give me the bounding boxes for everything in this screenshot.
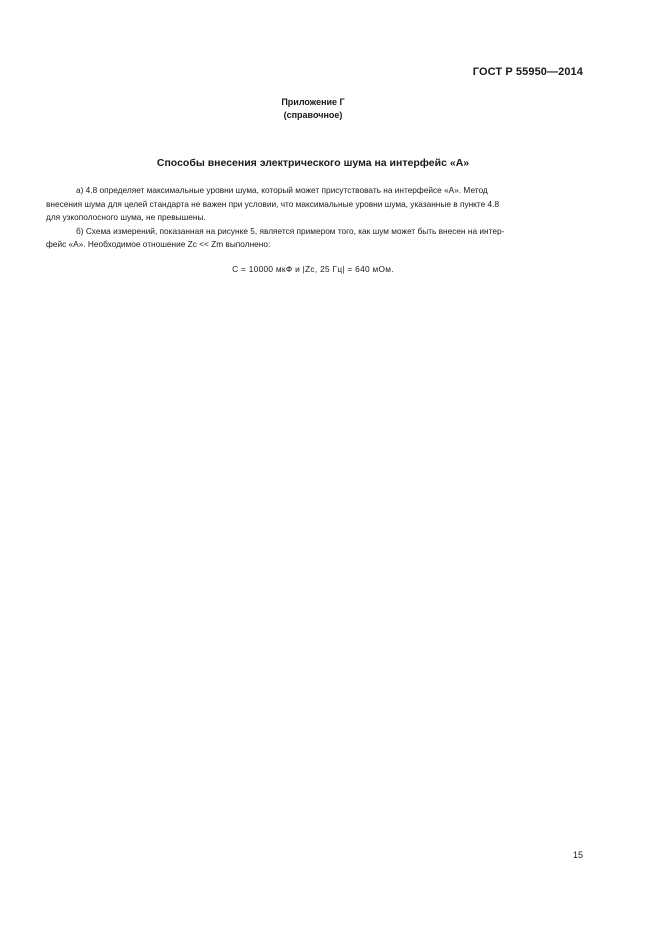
body-text [46,184,582,252]
paragraph-a-line: внесения шума для целей стандарта не важен при условии, что максимальные уровни шума, указанные в пункте 4.8 [46,198,500,209]
paragraph-b [46,225,582,252]
appendix-heading [0,96,626,122]
paragraph-a [46,184,582,225]
page-number: 15 [572,850,583,860]
appendix-label: Приложение Г [281,97,345,107]
paragraph-b-line: б) Схема измерений, показанная на рисунке 5, является примером того, как шум может быть внесен на интер- [76,225,505,236]
standard-number: ГОСТ Р 55950—2014 [472,66,583,78]
appendix-type: (справочное) [283,110,343,120]
paragraph-a-line: для узкополосного шума, не превышены. [46,212,206,222]
paragraph-b-line: фейс «A». Необходимое отношение Zc << Zm выполнено: [46,239,271,249]
paragraph-a-line: а) 4.8 определяет максимальные уровни шума, который может присутствовать на интерфейсе «A». Метод [76,185,488,195]
formula: C = 10000 мкФ и |Zc, 25 Гц| = 640 мОм. [232,264,394,274]
section-title: Способы внесения электрического шума на интерфейс «A» [156,157,470,169]
